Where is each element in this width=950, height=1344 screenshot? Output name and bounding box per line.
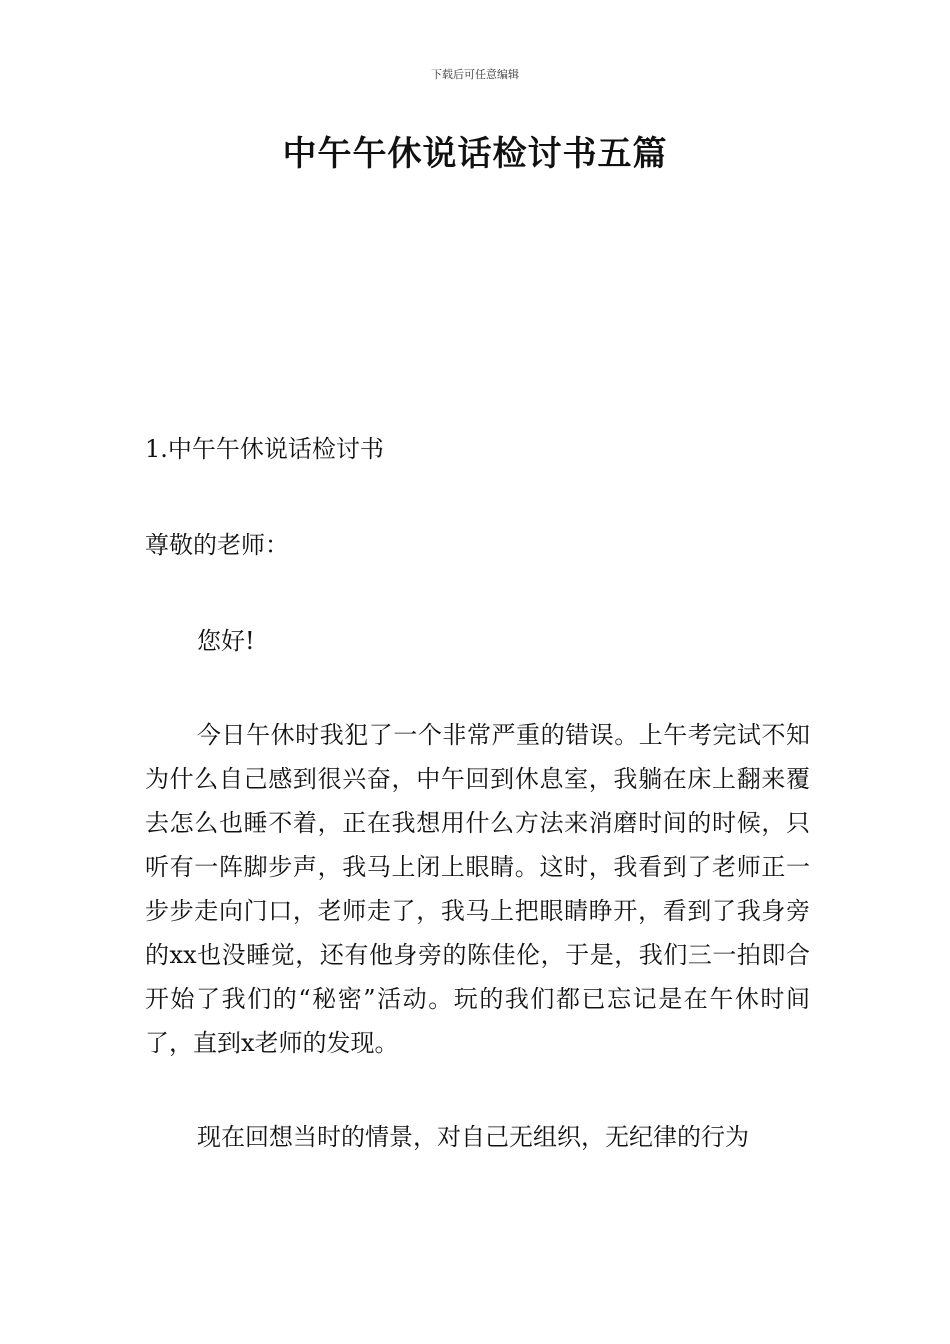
body-paragraph: 现在回想当时的情景，对自己无组织，无纪律的行为 [197,1123,749,1151]
document-title: 中午午休说话检讨书五篇 [282,134,668,174]
section-heading: 1.中午午休说话检讨书 [145,435,384,463]
greeting: 您好! [197,627,255,655]
body-paragraph: 今日午休时我犯了一个非常严重的错误。上午考完试不知为什么自己感到很兴奋，中午回到休息室，我躺在床上翻来覆去怎么也睡不着，正在我想用什么方法来消磨时间的时候，只听有一阵脚步声，我马上闭上眼睛。这时，我看到了老师正一步步走向门口，老师走了，我马上把眼睛睁开，看到了我身旁的xx也没睡觉，还有他身旁的陈佳伦，于是，我们三一拍即合开始了我们的“秘密”活动。玩的我们都已忘记是在午休时间了，直到x老师的发现。 [145,721,810,1057]
salutation: 尊敬的老师： [145,531,289,559]
document-body [145,427,810,1159]
header-note: 下载后可任意编辑 [431,68,519,81]
